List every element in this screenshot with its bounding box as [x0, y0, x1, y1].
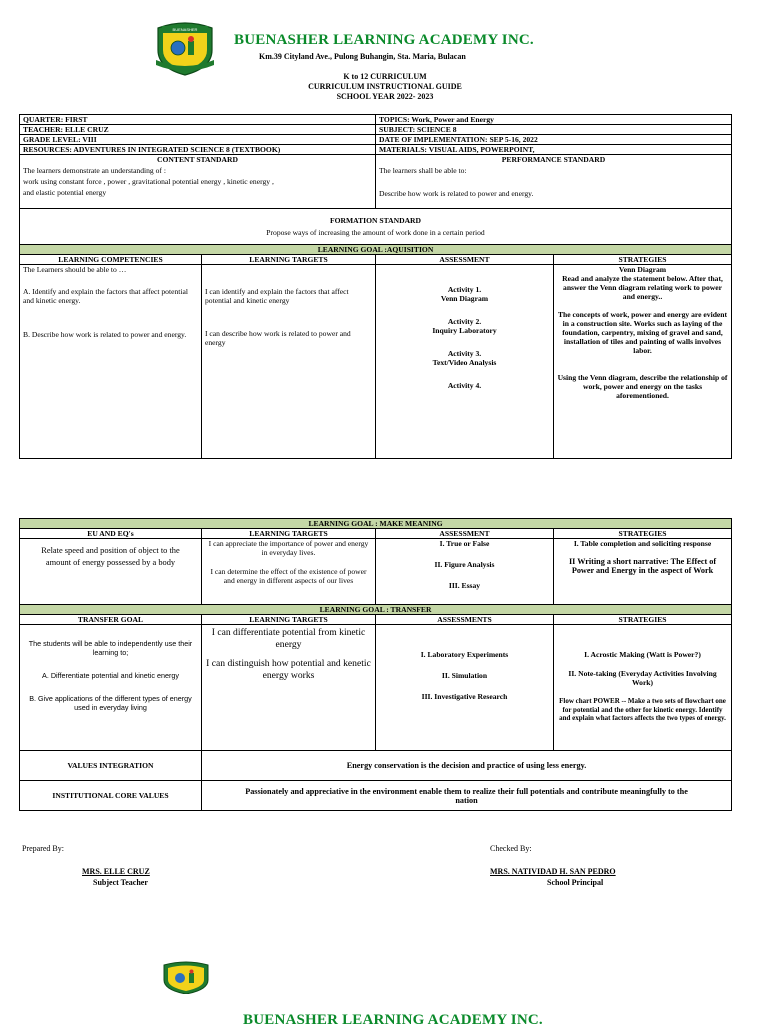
tr-targets-cell: [202, 625, 376, 751]
activity-1-name: Venn Diagram: [440, 294, 489, 303]
topics-cell: TOPICS: Work, Power and Energy: [376, 115, 732, 125]
mm-strategies-cell: [554, 539, 732, 605]
content-standard-header: CONTENT STANDARD: [157, 155, 238, 164]
curriculum-line-3: SCHOOL YEAR 2022- 2023: [336, 92, 434, 101]
mm-strategy-2: II Writing a short narrative: The Effect of Power and Energy in the aspect of Work: [568, 557, 717, 575]
school-logo: [148, 20, 222, 76]
tr-strategy-2: II. Note-taking (Everyday Activities Involving Work): [568, 669, 717, 687]
content-standard-line-2: work using constant force , power , gravitational potential energy , kinetic energy ,: [23, 177, 274, 186]
mm-col-strategies: STRATEGIES: [554, 529, 732, 539]
date-cell: DATE OF IMPLEMENTATION: SEP 5-16, 2022: [376, 135, 732, 145]
acq-col-strategies: STRATEGIES: [554, 255, 732, 265]
goals-table: [19, 518, 732, 811]
core-values-label: INSTITUTIONAL CORE VALUES: [20, 781, 202, 811]
curriculum-table: [19, 114, 732, 459]
tr-col-strategies: STRATEGIES: [554, 615, 732, 625]
tr-strategy-1: I. Acrostic Making (Watt is Power?): [584, 650, 701, 659]
mm-col-assessment: ASSESSMENT: [376, 529, 554, 539]
tr-strategies-cell: [554, 625, 732, 751]
mm-assessment-3: III. Essay: [448, 581, 481, 590]
mm-assessment-cell: [376, 539, 554, 605]
school-logo-graphic-2: [158, 960, 214, 994]
competency-a: A. Identify and explain the factors that affect potential and kinetic energy.: [23, 287, 188, 305]
mm-target-2: I can determine the effect of the existence of power and energy in different aspects of our lives: [210, 567, 367, 585]
competency-intro: The Learners should be able to …: [23, 265, 127, 274]
content-standard-cell: [20, 155, 376, 209]
mm-targets-cell: [202, 539, 376, 605]
content-standard-line-3: and elastic potential energy: [23, 188, 107, 197]
acq-assessment-cell: [376, 265, 554, 459]
school-logo-text: BUENASHER: [172, 27, 198, 32]
core-values-text: Passionately and appreciative in the environment enable them to realize their full potentials and contribute meaningfully to the nation: [202, 781, 732, 811]
formation-standard-cell: [20, 209, 732, 245]
tr-goal-intro: The students will be able to independently use their learning to;: [28, 639, 193, 657]
mm-strategy-1: I. Table completion and soliciting response: [573, 539, 712, 548]
tr-goal-a: A. Differentiate potential and kinetic energy: [42, 671, 179, 680]
teacher-cell: TEACHER: ELLE CRUZ: [20, 125, 376, 135]
strategy-paragraph-1: Read and analyze the statement below. After that, answer the Venn diagram relating work to power and energy..: [562, 274, 723, 301]
competency-b: B. Describe how work is related to power and energy.: [23, 330, 187, 339]
strategy-title: Venn Diagram: [618, 265, 667, 274]
acq-target-2: I can describe how work is related to power and energy: [205, 329, 351, 347]
tr-col-assessments: ASSESSMENTS: [376, 615, 554, 625]
activity-2-name: Inquiry Laboratory: [432, 326, 497, 335]
formation-standard-header: FORMATION STANDARD: [329, 216, 422, 225]
mm-col-targets: LEARNING TARGETS: [202, 529, 376, 539]
acq-strategies-cell: [554, 265, 732, 459]
performance-standard-line-2: Describe how work is related to power and energy.: [379, 189, 534, 198]
subject-cell: SUBJECT: SCIENCE 8: [376, 125, 732, 135]
activity-2-label: Activity 2.: [447, 317, 482, 326]
tr-assessment-2: II. Simulation: [441, 671, 488, 680]
school-name-page-2: BUENASHER LEARNING ACADEMY INC.: [243, 1012, 543, 1028]
mm-eu-text: Relate speed and position of object to the amount of energy possessed by a body: [41, 546, 180, 567]
acquisition-goal-header: LEARNING GOAL :AQUISITION: [20, 245, 732, 255]
quarter-cell: QUARTER: FIRST: [20, 115, 376, 125]
prepared-by-title: Subject Teacher: [93, 878, 148, 887]
checked-by-label: Checked By:: [490, 844, 532, 853]
tr-col-targets: LEARNING TARGETS: [202, 615, 376, 625]
grade-level-cell: GRADE LEVEL: VIII: [20, 135, 376, 145]
prepared-by-label: Prepared By:: [22, 844, 64, 853]
transfer-goal-header: LEARNING GOAL : TRANSFER: [20, 605, 732, 615]
activity-4-label: Activity 4.: [447, 381, 482, 390]
school-logo-page-2: [158, 960, 214, 994]
tr-assessments-cell: [376, 625, 554, 751]
tr-assessment-1: I. Laboratory Experiments: [420, 650, 509, 659]
mm-target-1: I can appreciate the importance of power and energy in everyday lives.: [208, 539, 369, 557]
resources-cell: RESOURCES: ADVENTURES IN INTEGRATED SCIENCE 8 (TEXTBOOK): [20, 145, 376, 155]
acq-col-targets: LEARNING TARGETS: [202, 255, 376, 265]
tr-strategy-3: Flow chart POWER -- Make a two sets of flowchart one for potential and the other for kinetic energy. Identify and explain what factors affects the two types of energy.: [559, 697, 726, 722]
school-name: BUENASHER LEARNING ACADEMY INC.: [234, 32, 534, 48]
values-integration-label: VALUES INTEGRATION: [20, 751, 202, 781]
checked-by-name: MRS. NATIVIDAD H. SAN PEDRO: [490, 867, 616, 876]
formation-standard-text: Propose ways of increasing the amount of work done in a certain period: [266, 228, 485, 237]
activity-1-label: Activity 1.: [447, 285, 482, 294]
curriculum-line-2: CURRICULUM INSTRUCTIONAL GUIDE: [308, 82, 462, 91]
tr-target-2: I can distinguish how potential and kenetic energy works: [206, 658, 371, 681]
activity-3-label: Activity 3.: [447, 349, 482, 358]
acq-col-competencies: LEARNING COMPETENCIES: [20, 255, 202, 265]
prepared-by-name: MRS. ELLE CRUZ: [82, 867, 150, 876]
tr-goal-cell: [20, 625, 202, 751]
strategy-paragraph-2: The concepts of work, power and energy are evident in a construction site. Works such as laying of the foundation, carpentry, mixing of gravel and sand, installation of tiles and painting of walls involves labor.: [557, 310, 728, 355]
school-address: Km.39 Cityland Ave., Pulong Buhangin, Sta. Maria, Bulacan: [259, 52, 466, 61]
acq-col-assessment: ASSESSMENT: [376, 255, 554, 265]
mm-assessment-1: I. True or False: [439, 539, 490, 548]
performance-standard-header: PERFORMANCE STANDARD: [501, 155, 606, 164]
strategy-paragraph-3: Using the Venn diagram, describe the relationship of work, power and energy on the tasks aforementioned.: [557, 373, 728, 400]
checked-by-title: School Principal: [547, 878, 604, 887]
materials-cell: MATERIALS: VISUAL AIDS, POWERPOINT,: [376, 145, 732, 155]
mm-eu-cell: [20, 539, 202, 605]
curriculum-line-1: K to 12 CURRICULUM: [343, 72, 427, 81]
meaning-goal-header: LEARNING GOAL : MAKE MEANING: [20, 519, 732, 529]
tr-col-goal: TRANSFER GOAL: [20, 615, 202, 625]
acq-competencies-cell: [20, 265, 202, 459]
performance-standard-cell: [376, 155, 732, 209]
tr-target-1: I can differentiate potential from kinetic energy: [211, 627, 366, 650]
activity-3-name: Text/Video Analysis: [432, 358, 497, 367]
performance-standard-line-1: The learners shall be able to:: [379, 166, 467, 175]
tr-assessment-3: III. Investigative Research: [421, 692, 508, 701]
mm-col-eu: EU AND EQ's: [20, 529, 202, 539]
acq-targets-cell: [202, 265, 376, 459]
content-standard-line-1: The learners demonstrate an understanding of :: [23, 166, 166, 175]
tr-goal-b: B. Give applications of the different types of energy used in everyday living: [29, 694, 192, 712]
acq-target-1: I can identify and explain the factors that affect potential and kinetic energy: [205, 287, 349, 305]
values-integration-text: Energy conservation is the decision and practice of using less energy.: [202, 751, 732, 781]
mm-assessment-2: II. Figure Analysis: [434, 560, 495, 569]
